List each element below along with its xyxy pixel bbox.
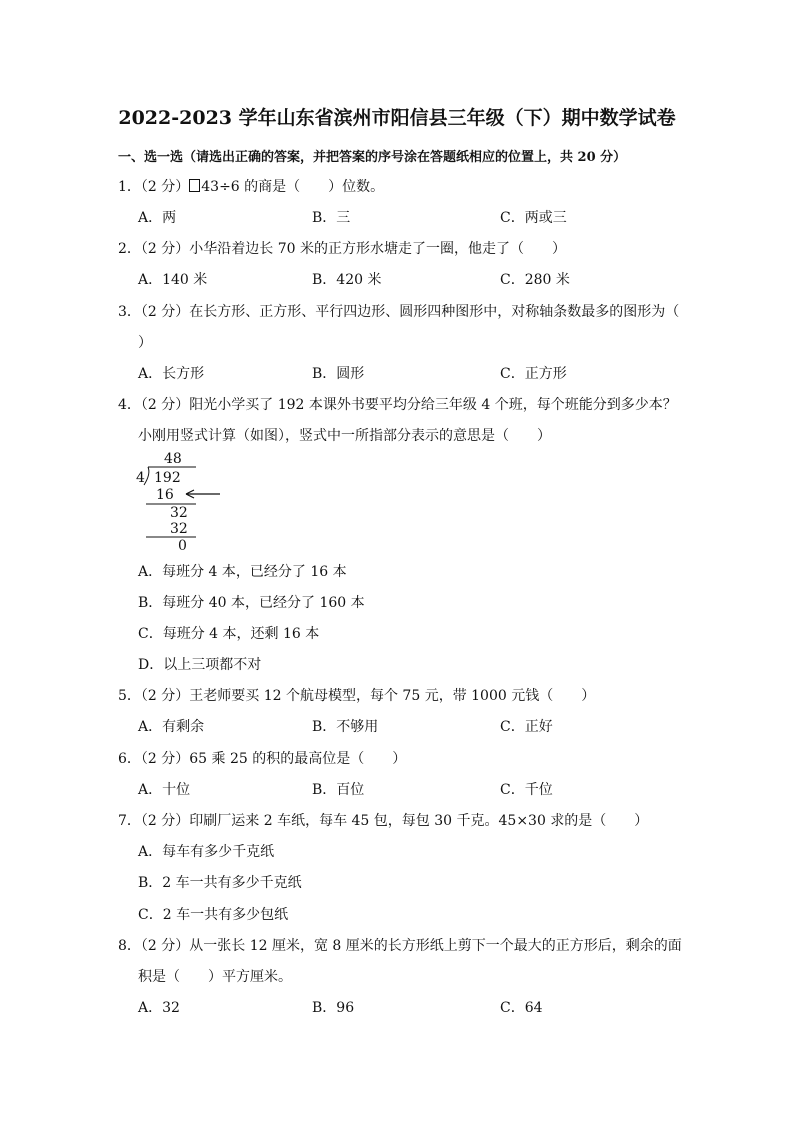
section-heading: 一、选一选（请选出正确的答案，并把答案的序号涂在答题纸相应的位置上，共 20 分）	[118, 150, 627, 165]
question-4-stem: 4．（2 分）阳光小学买了 192 本课外书要平均分给三年级 4 个班，每个班能分到多少本？	[118, 397, 677, 413]
question-7-option-c: C．2 车一共有多少包纸	[138, 907, 289, 923]
question-1-option-c: C．两或三	[500, 210, 567, 226]
question-3-option-c: C．正方形	[500, 366, 567, 382]
question-6-option-c: C．千位	[500, 782, 553, 798]
question-4-option-b: B．每班分 40 本，已经分了 160 本	[138, 595, 365, 611]
blank-box-icon	[189, 179, 200, 192]
question-8-stem: 8．（2 分）从一张长 12 厘米，宽 8 厘米的长方形纸上剪下一个最大的正方形后，剩余的面	[118, 938, 682, 954]
division-step-2: 32	[170, 505, 188, 521]
question-3-option-b: B．圆形	[312, 366, 365, 382]
question-7-option-b: B．2 车一共有多少千克纸	[138, 875, 302, 891]
question-5-option-a: A．有剩余	[138, 719, 205, 735]
question-5-stem: 5．（2 分）王老师要买 12 个航母模型，每个 75 元，带 1000 元钱（ ）	[118, 688, 596, 704]
question-3-stem-continued: ）	[138, 335, 152, 351]
question-2-stem: 2．（2 分）小华沿着边长 70 米的正方形水塘走了一圈，他走了（ ）	[118, 241, 566, 257]
question-6-option-a: A．十位	[138, 782, 191, 798]
division-dividend: 192	[154, 470, 181, 486]
question-5-option-c: C．正好	[500, 719, 553, 735]
question-8-option-a: A．32	[138, 1000, 180, 1016]
question-8-stem-continued: 积是（ ）平方厘米。	[138, 969, 292, 985]
question-6-stem: 6．（2 分）65 乘 25 的积的最高位是（ ）	[118, 751, 407, 767]
question-5-option-b: B．不够用	[312, 719, 379, 735]
question-8-option-c: C．64	[500, 1000, 543, 1016]
question-1-option-b: B．三	[312, 210, 351, 226]
question-2-option-b: B．420 米	[312, 272, 382, 288]
question-4-stem-continued: 小刚用竖式计算（如图），竖式中一所指部分表示的意思是（ ）	[138, 428, 551, 444]
question-1-text: 43÷6 的商是（ ）位数。	[201, 179, 385, 195]
question-3-option-a: A．长方形	[138, 366, 205, 382]
question-1-option-a: A．两	[138, 210, 177, 226]
question-7-option-a: A．每车有多少千克纸	[138, 844, 275, 860]
question-6-option-b: B．百位	[312, 782, 365, 798]
division-divisor: 4	[136, 470, 145, 486]
page-title: 2022-2023 学年山东省滨州市阳信县三年级（下）期中数学试卷	[118, 107, 676, 129]
division-step-1: 16	[156, 487, 174, 503]
question-2-option-c: C．280 米	[500, 272, 570, 288]
long-division-figure	[132, 448, 224, 552]
question-4-option-a: A．每班分 4 本，已经分了 16 本	[138, 564, 347, 580]
question-4-option-c: C．每班分 4 本，还剩 16 本	[138, 626, 320, 642]
division-step-3: 32	[170, 521, 188, 537]
division-quotient: 48	[164, 451, 182, 467]
question-2-option-a: A．140 米	[138, 272, 208, 288]
question-3-stem: 3．（2 分）在长方形、正方形、平行四边形、圆形四种图形中，对称轴条数最多的图形为（	[118, 304, 680, 320]
division-remainder: 0	[178, 538, 187, 552]
question-7-stem: 7．（2 分）印刷厂运来 2 车纸，每车 45 包，每包 30 千克。45×30 求的是（ ）	[118, 813, 649, 829]
question-4-option-d: D．以上三项都不对	[138, 657, 262, 673]
question-1-stem	[118, 176, 384, 196]
question-8-option-b: B．96	[312, 1000, 355, 1016]
question-1-number: 1．（2 分）	[118, 179, 190, 195]
